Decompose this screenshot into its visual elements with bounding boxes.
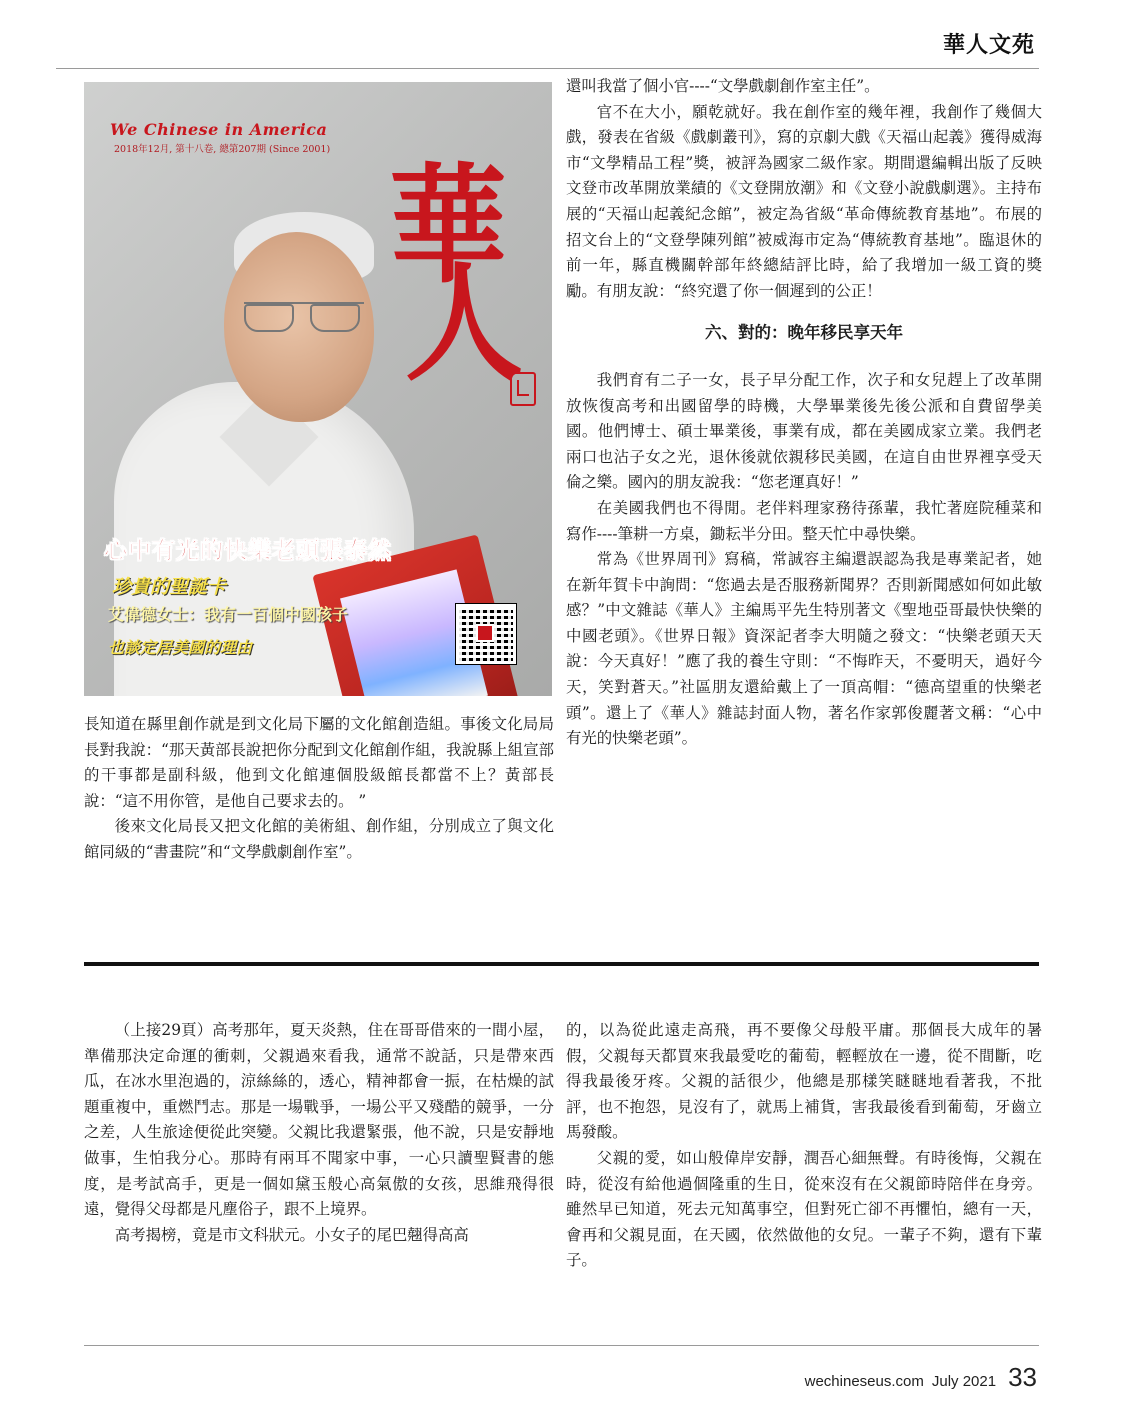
section-title: 華人文苑 (942, 32, 1035, 58)
cover-subtitle-1: 珍貴的聖誕卡 (112, 576, 227, 598)
section-subheading: 六、對的：晚年移民享天年 (705, 323, 903, 343)
paragraph: 父親的愛，如山般偉岸安靜，潤吾心細無聲。有時後悔，父親在時，從沒有給他過個隆重的生日，從來沒有在父親節時陪伴在身旁。雖然早已知道，死去元知萬事空，但對死亡卻不再懼怕，總有一天，會再和父親見面，在天國，依然做他的女兒。一輩子不夠，還有下輩子。 (566, 1148, 1042, 1270)
footer-website: wechineseus.com (804, 1373, 924, 1390)
article-top-left-column (84, 712, 554, 866)
header-rule (56, 68, 1039, 69)
cover-title-char-2: 人 (405, 249, 523, 399)
paragraph: 我們育有二子一女，長子早分配工作，次子和女兒趕上了改革開放恢復高考和出國留學的時機，大學畢業後先後公派和自費留學美國。他們博士、碩士畢業後，事業有成，都在美國成家立業。我們老兩口也沾子女之光，退休後就依親移民美國，在這自由世界裡享受天倫之樂。國內的朋友說我：“您老運真好！” (566, 370, 1042, 492)
paragraph: 的，以為從此遠走高飛，再不要像父母般平庸。那個長大成年的暑假，父親每天都買來我最愛吃的葡萄，輕輕放在一邊，從不間斷，吃得我最後牙疼。父親的話很少，他總是那樣笑瞇瞇地看著我，不批評，也不抱怨，見沒有了，就馬上補貨，害我最後看到葡萄，牙齒立馬發酸。 (566, 1021, 1042, 1142)
cover-masthead: We Chinese in America (110, 120, 328, 139)
footer-date: July 2021 (931, 1373, 997, 1390)
cover-issue: 2018年12月, 第十八卷, 總第207期 (Since 2001) (114, 144, 331, 155)
cover-subtitle-3: 也談定居美國的理由 (108, 638, 253, 657)
paragraph: 常為《世界周刊》寫稿，常誠容主編還誤認為我是專業記者，她在新年賀卡中詢問：“您過去是否服務新聞界？否則新聞感如何如此敏感？”中文雜誌《華人》主編馬平先生特別著文《聖地亞哥最快快樂的中國老頭》。《世界日報》資深記者李大明隨之發文：“快樂老頭天天說：今天真好！”應了我的養生守則：“不悔昨天，不憂明天，過好今天，笑對蒼天。”社區朋友還給戴上了一頂高帽：“德高望重的快樂老頭”。還上了《華人》雜誌封面人物，著名作家郭俊麗著文稱：“心中有光的快樂老頭”。 (566, 550, 1042, 748)
article-top-right-column (566, 74, 1042, 752)
paragraph: 長知道在縣里創作就是到文化局下屬的文化館創造組。事後文化局局長對我說：“那天黃部長說把你分配到文化館創作組，我說縣上組宣部的干事都是副科級，他到文化館連個股級館長都當不上？黃部長說：“這不用你管，是他自己要求去的。 ” (84, 715, 554, 810)
paragraph: 後來文化局長又把文化館的美術組、創作組，分別成立了與文化館同級的“書畫院”和“文學戲劇創作室”。 (84, 817, 554, 861)
footer-rule (84, 1345, 1039, 1346)
cover-glasses-icon (244, 302, 364, 332)
page-number: 33 (1008, 1362, 1037, 1392)
article-divider (84, 962, 1039, 966)
paragraph: 還叫我當了個小官----“文學戲劇創作室主任”。 (566, 77, 880, 95)
paragraph: 官不在大小，願乾就好。我在創作室的幾年裡，我創作了幾個大戲，發表在省級《戲劇叢刊》，寫的京劇大戲《天福山起義》獲得威海市“文學精品工程”獎，被評為國家二級作家。期間還編輯出版了反映文登市改革開放業績的《文登開放潮》和《文登小說戲劇選》。主持布展的“天福山起義紀念館”，被定為省級“革命傳統教育基地”。布展的招文台上的“文登學陳列館”被威海市定為“傳統教育基地”。臨退休的前一年，縣直機關幹部年終總結評比時，給了我增加一級工資的獎勵。有朋友說：“終究還了你一個遲到的公正！ (566, 102, 1042, 300)
seal-icon (510, 372, 536, 406)
qr-logo-icon (476, 624, 494, 642)
cover-headline: 心中有光的快樂老頭張泰然 (104, 538, 392, 564)
paragraph: 在美國我們也不得閒。老伴料理家務待孫輩，我忙著庭院種菜和寫作----筆耕一方桌，鋤耘半分田。整天忙中尋快樂。 (566, 498, 1042, 543)
page-footer (805, 1362, 1037, 1393)
article-bottom-right-column (566, 1018, 1042, 1274)
cover-subtitle-2: 艾偉德女士：我有一百個中國孩子 (108, 605, 349, 624)
article-bottom-left-column (84, 1018, 554, 1248)
paragraph: 高考揭榜，竟是市文科狀元。小女子的尾巴翹得高高 (114, 1225, 469, 1244)
cover-title-char-1: 華 (389, 151, 507, 301)
paragraph: （上接29頁）高考那年，夏天炎熱，住在哥哥借來的一間小屋，準備那決定命運的衝刺，父親過來看我，通常不說話，只是帶來西瓜，在冰水里泡過的，涼絲絲的，透心，精神都會一振，在枯燥的試題重複中，重燃鬥志。那是一場戰爭，一場公平又殘酷的競爭，一分之差，人生旅途便從此突變。父親比我還緊張，他不說，只是安靜地做事，生怕我分心。那時有兩耳不聞家中事，一心只讀聖賢書的態度，是考試高手，更是一個如黛玉般心高氣傲的女孩，思維飛得很遠，覺得父母都是凡塵俗子，跟不上境界。 (84, 1021, 554, 1219)
magazine-cover-image (84, 82, 552, 696)
